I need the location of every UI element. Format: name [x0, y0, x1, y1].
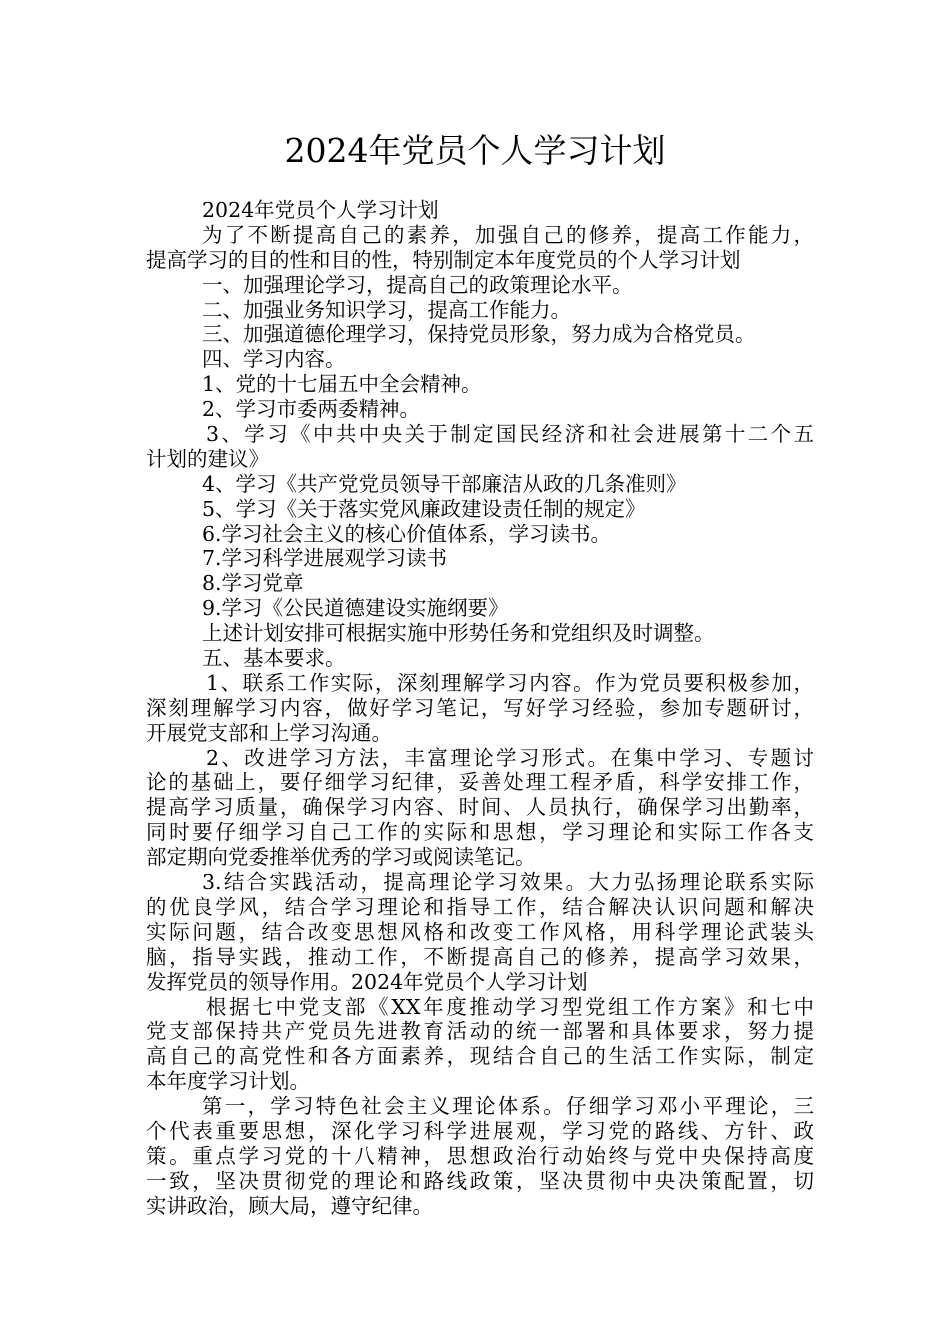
- paragraph-line: 策。重点学习党的十八精神，思想政治行动始终与党中央保持高度: [146, 1143, 814, 1168]
- paragraph-line: 9.学习《公民道德建设实施纲要》: [202, 596, 509, 621]
- paragraph-line: 上述计划安排可根据实施中形势任务和党组织及时调整。: [202, 621, 715, 646]
- paragraph-line: 深刻理解学习内容，做好学习笔记，写好学习经验，参加专题研讨，: [146, 695, 814, 720]
- document-body: [146, 198, 814, 1219]
- paragraph-line: 4、学习《共产党党员领导干部廉洁从政的几条准则》: [202, 471, 687, 496]
- paragraph-line: 个代表重要思想，深化学习科学进展观，学习党的路线、方针、政: [146, 1118, 814, 1143]
- paragraph-line: 发挥党员的领导作用。2024年党员个人学习计划: [146, 969, 588, 994]
- paragraph-line: 7.学习科学进展观学习读书: [202, 546, 448, 571]
- paragraph-line: 为了不断提高自己的素养，加强自己的修养，提高工作能力，: [202, 222, 814, 247]
- paragraph-line: 四、学习内容。: [202, 347, 346, 372]
- paragraph-line: 的优良学风，结合学习理论和指导工作，结合解决认识问题和解决: [146, 894, 814, 919]
- paragraph-line: 论的基础上，要仔细学习纪律，妥善处理工程矛盾，科学安排工作，: [146, 770, 814, 795]
- document-title: 2024年党员个人学习计划: [284, 131, 666, 170]
- paragraph-line: 2、改进学习方法，丰富理论学习形式。在集中学习、专题讨: [206, 745, 814, 770]
- paragraph-line: 实际问题，结合改变思想风格和改变工作风格，用科学理论武装头: [146, 919, 814, 944]
- paragraph-line: 一致，坚决贯彻党的理论和路线政策，坚决贯彻中央决策配置，切: [146, 1168, 814, 1193]
- paragraph-line: 一、加强理论学习，提高自己的政策理论水平。: [202, 272, 633, 297]
- paragraph-line: 第一，学习特色社会主义理论体系。仔细学习邓小平理论，三: [202, 1094, 814, 1119]
- paragraph-line: 实讲政治，顾大局，遵守纪律。: [146, 1193, 433, 1218]
- paragraph-line: 提高学习的目的性和目的性，特别制定本年度党员的个人学习计划: [146, 247, 741, 272]
- paragraph-line: 党支部保持共产党员先进教育活动的统一部署和具体要求，努力提: [146, 1019, 814, 1044]
- paragraph-line: 本年度学习计划。: [146, 1069, 310, 1094]
- paragraph-line: 6.学习社会主义的核心价值体系，学习读书。: [202, 521, 612, 546]
- paragraph-line: 高自己的高党性和各方面素养，现结合自己的生活工作实际，制定: [146, 1044, 814, 1069]
- paragraph-line: 3、学习《中共中央关于制定国民经济和社会进展第十二个五: [206, 422, 814, 447]
- paragraph-line: 2、学习市委两委精神。: [202, 397, 421, 422]
- paragraph-line: 二、加强业务知识学习，提高工作能力。: [202, 297, 571, 322]
- paragraph-line: 开展党支部和上学习沟通。: [146, 720, 392, 745]
- paragraph-line: 五、基本要求。: [202, 646, 346, 671]
- paragraph-line: 部定期向党委推举优秀的学习或阅读笔记。: [146, 845, 536, 870]
- paragraph-line: 3.结合实践活动，提高理论学习效果。大力弘扬理论联系实际: [202, 870, 814, 895]
- paragraph-line: 计划的建议》: [146, 446, 269, 471]
- paragraph-line: 根据七中党支部《XX年度推动学习型党组工作方案》和七中: [206, 994, 814, 1019]
- paragraph-line: 2024年党员个人学习计划: [202, 198, 439, 222]
- paragraph-line: 提高学习质量，确保学习内容、时间、人员执行，确保学习出勤率，: [146, 795, 814, 820]
- paragraph-line: 三、加强道德伦理学习，保持党员形象，努力成为合格党员。: [202, 322, 756, 347]
- paragraph-line: 脑，指导实践，推动工作，不断提高自己的修养，提高学习效果，: [146, 944, 814, 969]
- paragraph-line: 8.学习党章: [202, 571, 304, 596]
- paragraph-line: 1、联系工作实际，深刻理解学习内容。作为党员要积极参加，: [206, 670, 814, 695]
- paragraph-line: 1、党的十七届五中全会精神。: [202, 372, 482, 397]
- paragraph-line: 5、学习《关于落实党风廉政建设责任制的规定》: [202, 496, 646, 521]
- paragraph-line: 同时要仔细学习自己工作的实际和思想，学习理论和实际工作各支: [146, 820, 814, 845]
